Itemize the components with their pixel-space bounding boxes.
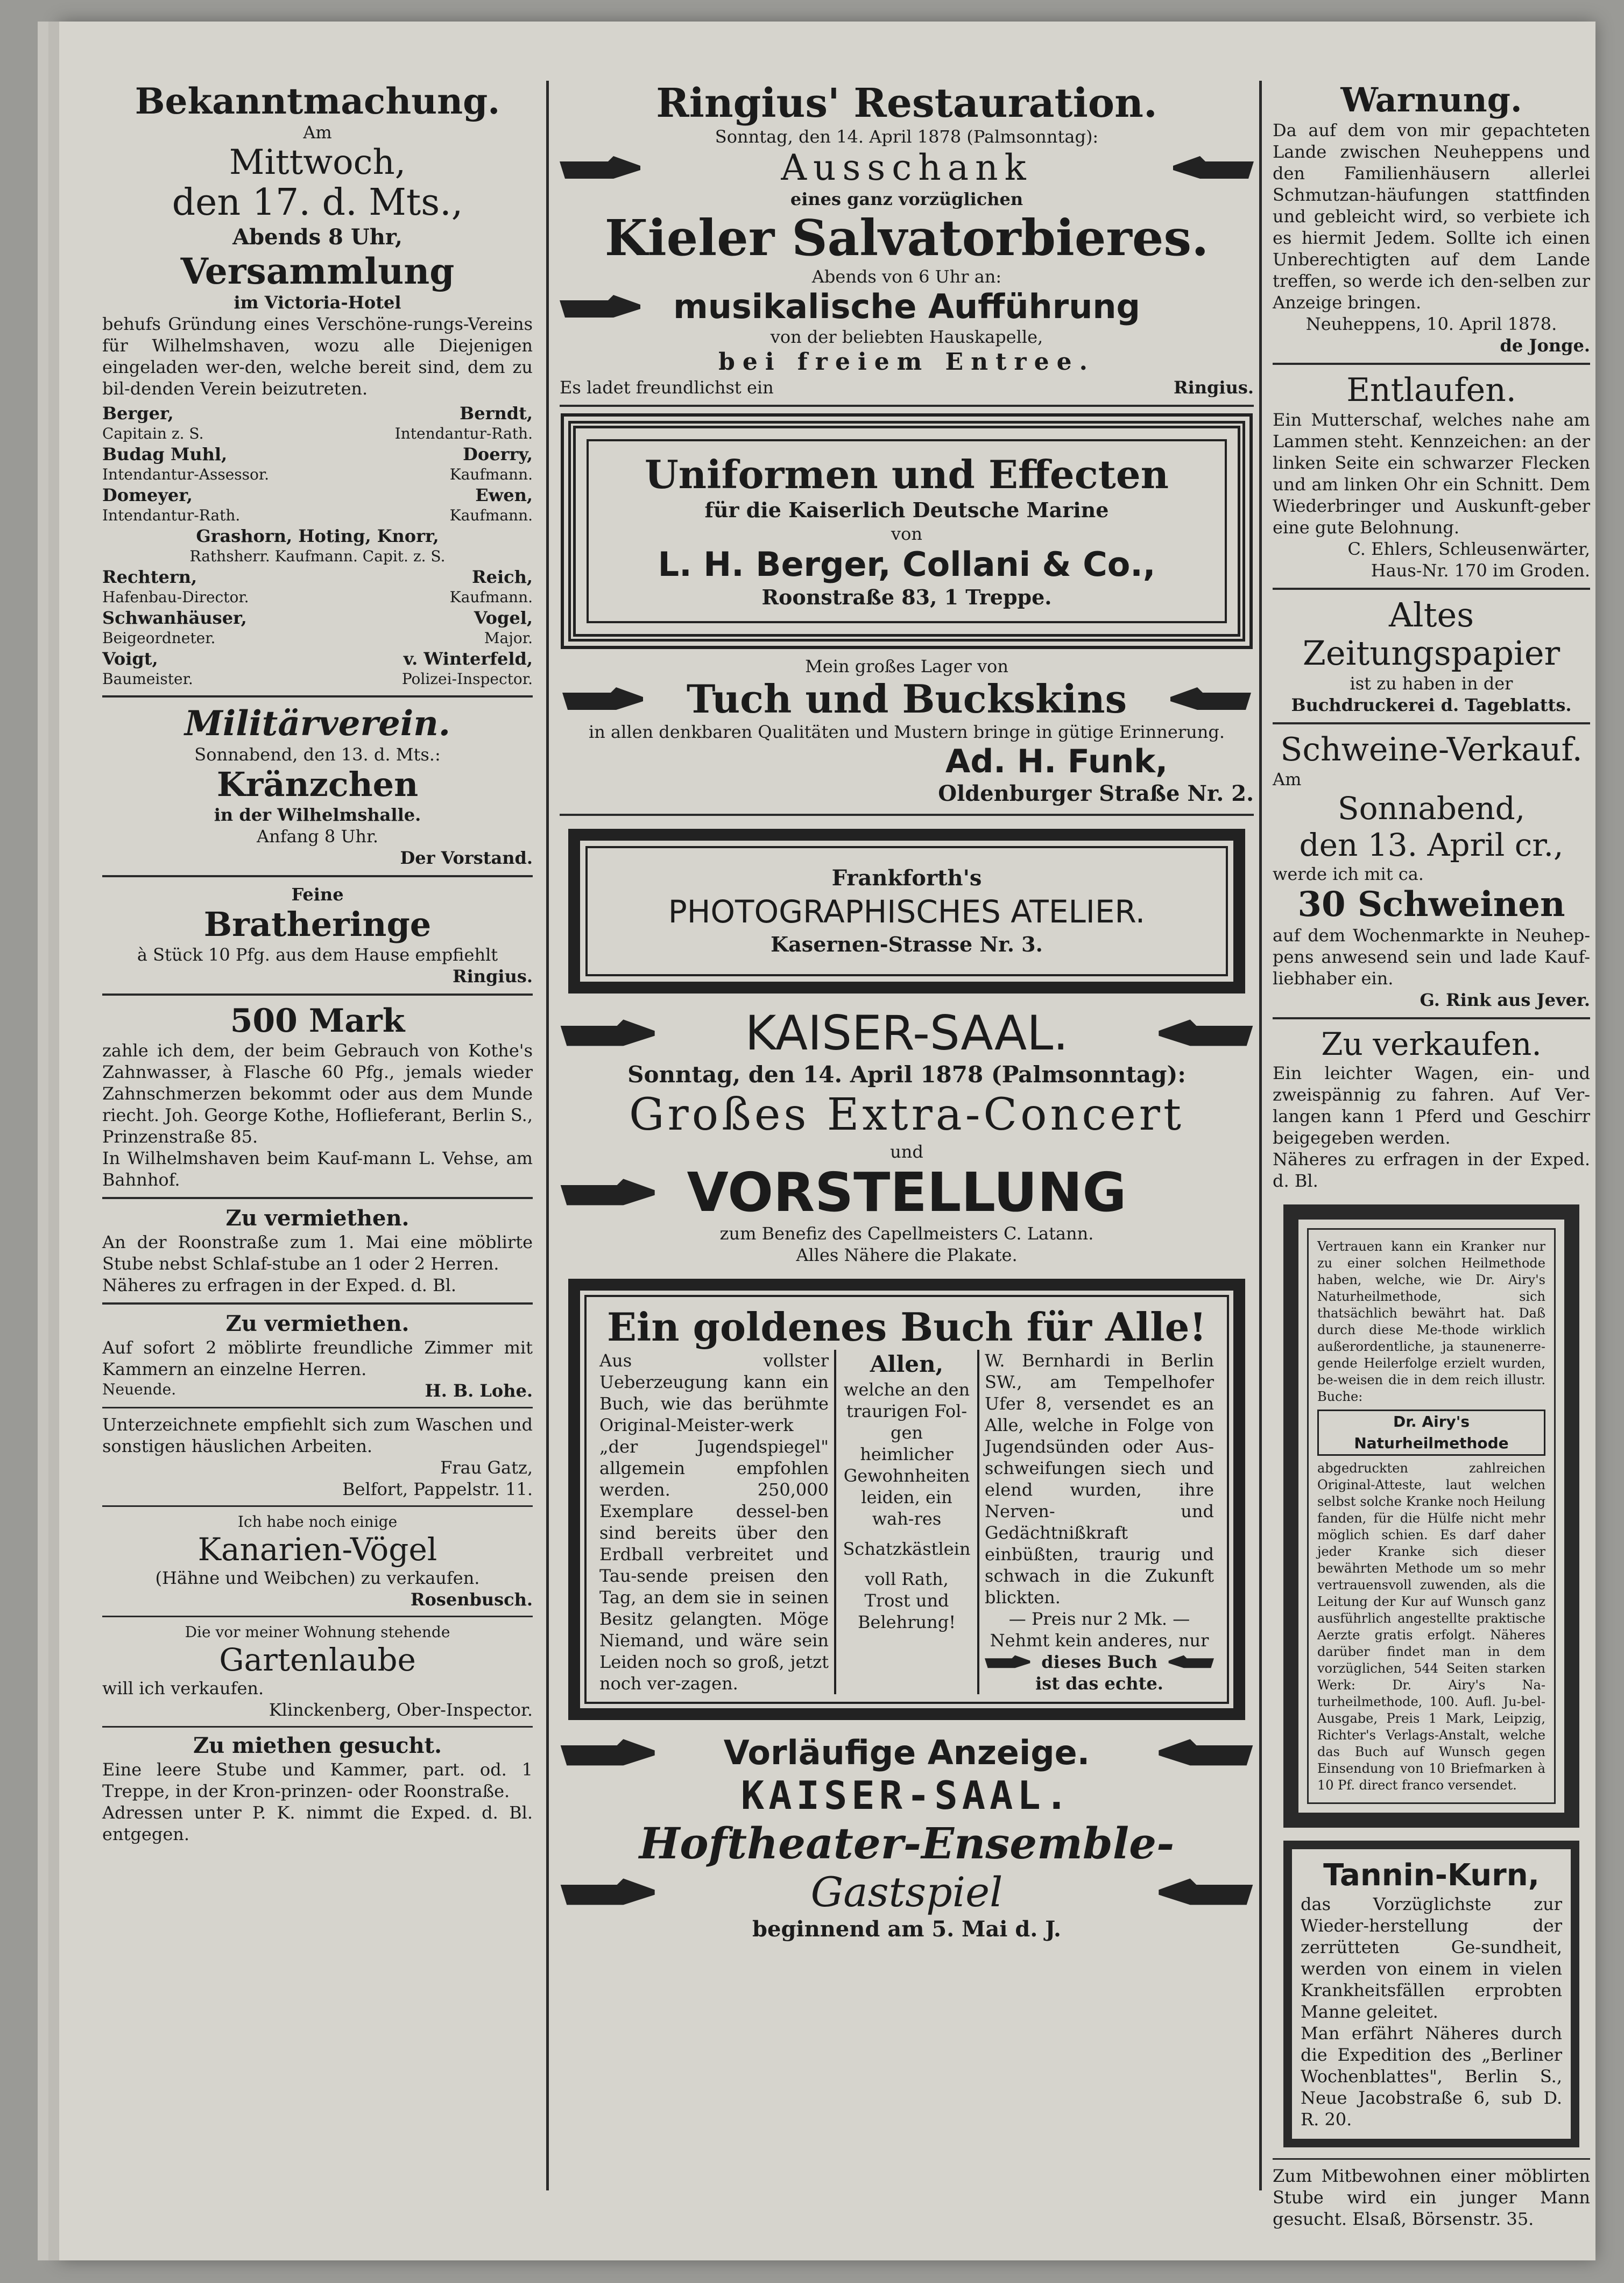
ad-body: Näheres zu erfragen in der Exped. d. Bl. xyxy=(1273,1149,1590,1191)
ad-bratheringe xyxy=(102,884,533,987)
divider xyxy=(102,1407,533,1408)
ad-zu-verkaufen xyxy=(1273,1026,1590,1192)
ad-title: Schweine-Verkauf. xyxy=(1280,731,1583,769)
ad-date: Sonntag, den 14. April 1878 (Palmsonntag): xyxy=(627,1061,1186,1088)
divider xyxy=(102,1616,533,1617)
ad-book-title: Dr. Airy's Naturheilmethode xyxy=(1317,1410,1545,1456)
pointing-hand-right-icon xyxy=(560,1873,662,1911)
ad-uniformen xyxy=(568,421,1245,642)
ad-body: Schatzkästlein xyxy=(843,1539,971,1559)
signer: Berndt, xyxy=(460,403,533,424)
ad-title: KAISER-SAAL. xyxy=(745,1005,1069,1061)
ad-text: Am xyxy=(1273,769,1302,790)
column-rule-right xyxy=(1259,81,1262,2190)
divider xyxy=(102,1726,533,1728)
ad-text: Am xyxy=(303,122,332,143)
ad-headline: Großes Extra-Concert xyxy=(629,1089,1184,1140)
divider xyxy=(102,993,533,996)
ad-time: Abends von 6 Uhr an: xyxy=(811,266,1002,287)
ad-waschen xyxy=(102,1414,533,1500)
ad-headline: Ausschank xyxy=(781,147,1033,188)
ad-photographisches-atelier xyxy=(568,829,1245,993)
ad-time: Abends 8 Uhr, xyxy=(232,224,403,250)
column-right xyxy=(1273,80,1590,2229)
ad-title: Warnung. xyxy=(1340,80,1522,119)
ad-signature: H. B. Lohe. xyxy=(425,1380,533,1401)
column-left xyxy=(102,81,533,2190)
signer: Voigt, xyxy=(102,649,158,669)
divider xyxy=(1273,2158,1590,2160)
pointing-hand-left-icon xyxy=(1168,152,1254,184)
ad-body: zahle ich dem, der beim Gebrauch von Kothe's Zahnwasser, à Flasche 60 Pfg., jemals wieder Zahnschmerzen bekommt oder aus dem Munde riecht. Joh. George Kothe, Hoflieferant, Berlin S., Prinzenstraße 85. xyxy=(102,1040,533,1147)
ad-text: und xyxy=(890,1142,923,1162)
ad-militaerverein xyxy=(102,704,533,869)
ad-place: im Victoria-Hotel xyxy=(234,292,401,313)
ad-text: von der beliebten Hauskapelle, xyxy=(770,327,1043,347)
ad-title: Ringius' Restauration. xyxy=(656,80,1157,126)
ad-body: das Vorzüglichste zur Wieder-herstellung der zerrütteten Ge-sundheit, werden von einem in vielen Krankheitsfällen erprobten Manne geleitet. xyxy=(1301,1894,1562,2022)
signer: Domeyer, xyxy=(102,485,193,505)
divider xyxy=(102,875,533,877)
ad-body: — Preis nur 2 Mk. — Nehmt kein anderes, nur xyxy=(990,1609,1209,1651)
ad-signature: Klinckenberg, Ober-Inspector. xyxy=(269,1700,533,1720)
ad-title: Ein goldenes Buch für Alle! xyxy=(606,1304,1207,1350)
ad-product: Kieler Salvatorbieres. xyxy=(604,209,1209,267)
divider xyxy=(560,405,1254,407)
ad-gartenlaube xyxy=(102,1623,533,1721)
ad-warnung xyxy=(1273,81,1590,356)
ad-place: in der Wilhelmshalle. xyxy=(214,805,421,825)
ad-day: Mittwoch, xyxy=(229,143,406,182)
ad-body: Zum Mitbewohnen einer möblirten Stube wird ein junger Mann gesucht. Elsaß, Börsenstr. 35. xyxy=(1273,2166,1590,2229)
ad-title: Tuch und Buckskins xyxy=(686,676,1127,722)
divider xyxy=(1273,363,1590,365)
pointing-hand-right-icon xyxy=(560,291,646,323)
ad-vorlaeufige-anzeige xyxy=(560,1733,1254,1943)
ad-body: In Wilhelmshaven beim Kauf-mann L. Vehse, am Bahnhof. xyxy=(102,1148,533,1190)
signer-role: Major. xyxy=(484,629,533,647)
ad-body: Adressen unter P. K. nimmt die Exped. d. Bl. entgegen. xyxy=(102,1802,533,1844)
ad-headline: KAISER-SAAL. xyxy=(740,1773,1073,1818)
pointing-hand-right-icon xyxy=(560,1734,662,1772)
ad-title: Gartenlaube xyxy=(219,1641,416,1678)
ad-body: Näheres zu erfragen in der Exped. d. Bl. xyxy=(102,1275,457,1295)
ad-firm: L. H. Berger, Collani & Co., xyxy=(658,545,1156,584)
ad-date: beginnend am 5. Mai d. J. xyxy=(752,1916,1061,1942)
ad-signature: Rosenbusch. xyxy=(410,1589,533,1610)
ad-text: Buchdruckerei d. Tageblatts. xyxy=(1291,695,1572,715)
ad-text: Feine xyxy=(291,884,344,905)
signer: Berger, xyxy=(102,403,174,424)
ad-address: Haus-Nr. 170 im Groden. xyxy=(1371,560,1590,581)
divider xyxy=(560,814,1254,816)
pointing-hand-right-icon xyxy=(560,1014,662,1052)
ad-title: Vorläufige Anzeige. xyxy=(723,1733,1090,1772)
ad-body: voll Rath, Trost und Belehrung! xyxy=(857,1569,956,1632)
ad-body: Da auf dem von mir gepachteten Lande zwischen Neuheppens und den Familienhäusern allerlei Schmutzan-häufungen stattfinden und gebleicht wird, so verbiete ich es hiermit Jedem. Sollte ich einen Unberechtigten auf dem Lande treffen, so werde ich den-selben zur Anzeige bringen. xyxy=(1273,120,1590,313)
ad-headline: 30 Schweinen xyxy=(1297,884,1565,925)
ad-bekanntmachung xyxy=(102,81,533,689)
divider xyxy=(1273,588,1590,590)
signer-role: Rathsherr. Kaufmann. Capit. z. S. xyxy=(189,547,446,565)
ad-text: Mein großes Lager von xyxy=(805,656,1008,677)
signer: v. Winterfeld, xyxy=(403,649,533,669)
ad-title: Bekanntmachung. xyxy=(135,80,500,122)
divider xyxy=(102,1302,533,1305)
ad-body: Aus vollster Ueberzeugung kann ein Buch, wie das berühmte Original-Meister-werk „der Jugendspiegel" allgemein empfohlen werden. 250,000 Exemplare dessel-ben sind bereits über den Erdball verbreitet und Tau-sende preisen den Tag, an dem sie in seinen Besitz gelangten. Möge Niemand, und wäre sein Leiden noch so groß, jetzt noch ver-zagen. xyxy=(599,1350,829,1694)
ad-title: Altes xyxy=(1388,595,1474,635)
divider xyxy=(1273,1017,1590,1019)
ad-zu-vermiethen-2 xyxy=(102,1311,533,1401)
signer-role: Intendantur-Rath. xyxy=(394,425,533,442)
column-rule-left xyxy=(546,81,549,2190)
ad-title: Zu vermiethen. xyxy=(225,1311,409,1336)
ad-zu-miethen-gesucht xyxy=(102,1733,533,1845)
ad-body: auf dem Wochenmarkte in Neuhep-pens anwesend sein und lade Kauf-liebhaber ein. xyxy=(1273,925,1590,989)
ad-event: Kränzchen xyxy=(216,765,419,804)
pointing-hand-right-icon xyxy=(560,683,651,715)
ad-signature: de Jonge. xyxy=(1500,335,1590,356)
ad-body: An der Roonstraße zum 1. Mai eine möblirte Stube nebst Schlaf-stube an 1 oder 2 Herren. xyxy=(102,1232,533,1274)
signer-role: Capitain z. S. xyxy=(102,425,204,442)
ad-address: Roonstraße 83, 1 Treppe. xyxy=(761,585,1052,609)
ad-text: Anfang 8 Uhr. xyxy=(257,826,378,847)
ad-headline: Hoftheater-Ensemble- xyxy=(639,1818,1175,1869)
ad-day: Sonnabend, xyxy=(1337,790,1526,827)
ad-title: Uniformen und Effecten xyxy=(645,452,1169,497)
ad-text: dieses Buch xyxy=(1041,1652,1157,1672)
ad-text: Alles Nähere die Plakate. xyxy=(796,1245,1018,1265)
ad-schweine-verkauf xyxy=(1273,731,1590,1011)
signer-role: Polizei-Inspector. xyxy=(401,670,533,688)
ad-title: Tannin-Kurn, xyxy=(1323,1858,1540,1893)
ad-ringius-restauration xyxy=(560,81,1254,398)
ad-title: Entlaufen. xyxy=(1346,371,1516,409)
ad-signature: C. Ehlers, Schleusenwärter, xyxy=(1347,539,1590,559)
ad-body: abgedruckten zahlreichen Original-Atteste, laut welchen selbst solche Kranke noch Heilung fanden, für die Hülfe nicht mehr möglich schien. Es darf daher jeder Kranke sich dieser bewährten Methode um so mehr vertrauensvoll zuwenden, als die Leitung der Kur auf Wunsch ganz ausführlich angestellte praktische Aerzte gratis erfolgt. Näheres darüber findet man in dem vorzüglichen, 544 Seiten starken Werk: Dr. Airy's Na-turheilmethode, 100. Aufl. Ju-bel-Ausgabe, Preis 1 Mark, Leipzig, Richter's Verlags-Anstalt, welche das Buch auf Wunsch gegen Einsendung von 10 Briefmarken à 10 Pf. direct franco versendet. xyxy=(1317,1461,1545,1793)
pointing-hand-left-icon xyxy=(1152,1734,1254,1772)
ad-body: Unterzeichnete empfiehlt sich zum Waschen und sonstigen häuslichen Arbeiten. xyxy=(102,1414,533,1456)
signer: Schwanhäuser, xyxy=(102,608,247,628)
signer: Grashorn, Hoting, Knorr, xyxy=(196,526,439,546)
ad-body: (Hähne und Weibchen) zu verkaufen. xyxy=(155,1568,480,1588)
ad-dr-airy xyxy=(1283,1204,1579,1828)
ad-text: eines ganz vorzüglichen xyxy=(790,189,1023,209)
pointing-hand-right-icon xyxy=(560,1174,662,1211)
ad-text: ist zu haben in der xyxy=(1350,673,1513,694)
divider xyxy=(1273,722,1590,724)
ad-title: Zu verkaufen. xyxy=(1321,1026,1542,1062)
ad-body: will ich verkaufen. xyxy=(102,1678,264,1699)
ad-text: Die vor meiner Wohnung stehende xyxy=(185,1623,450,1641)
ad-title: Zeitungspapier xyxy=(1302,633,1561,673)
ad-text: werde ich mit ca. xyxy=(1273,864,1424,884)
ad-title: Militärverein. xyxy=(185,703,450,744)
ad-body: Ein leichter Wagen, ein- und zweispännig zu fahren. Auf Ver-langen kann 1 Pferd und Geschirr beigegeben werden. xyxy=(1273,1063,1590,1148)
pointing-hand-left-icon xyxy=(1152,1873,1254,1911)
ad-title: Zu vermiethen. xyxy=(225,1206,409,1231)
pointing-hand-left-icon xyxy=(1162,683,1254,715)
ad-signature: Ringius. xyxy=(453,966,533,987)
ad-title: Kanarien-Vögel xyxy=(197,1531,437,1568)
ad-body: Vertrauen kann ein Kranker nur zu einer solchen Heilmethode haben, welche, wie Dr. Airy's Naturheilmethode, sich thatsächlich bewährt hat. Daß durch diese Me-thode wirklich außerordentliche, ja staunenerre-gende Heilerfolge erzielt wurden, be-weisen die in dem reich illustr. Buche: xyxy=(1317,1239,1545,1404)
signer-role: Hafenbau-Director. xyxy=(102,588,249,606)
ad-headline: Gastspiel xyxy=(810,1868,1003,1916)
pointing-hand-right-icon xyxy=(560,152,646,184)
ad-text: Ich habe noch einige xyxy=(237,1513,398,1531)
ad-body: in allen denkbaren Qualitäten und Mustern bringe in gütige Erinnerung. xyxy=(589,722,1225,742)
signer: Vogel, xyxy=(474,608,533,628)
ad-text: für die Kaiserlich Deutsche Marine xyxy=(704,498,1109,522)
signer: Ewen, xyxy=(475,485,533,505)
signer-role: Intendantur-Rath. xyxy=(102,506,241,524)
ad-body: Ein Mutterschaf, welches nahe am Lammen steht. Kennzeichen: an der linken Seite ein schwarzer Flecken und am linken Ohr ein Schnitt. Dem Wiederbringer und Auskunft-geber eine gute Belohnung. xyxy=(1273,410,1590,538)
ad-body: behufs Gründung eines Verschöne-rungs-Vereins für Wilhelmshaven, wozu alle Diejenigen eingeladen wer-den, welche bereit sind, dem zu bil-denden Verein beizutreten. xyxy=(102,314,533,399)
ad-body: welche an den traurigen Fol-gen heimlicher Gewohnheiten leiden, ein wah-res xyxy=(843,1379,970,1529)
signature-list xyxy=(102,403,533,689)
signer: Rechtern, xyxy=(102,567,197,587)
ad-title: Zu miethen gesucht. xyxy=(193,1733,442,1758)
signer-role: Kaufmann. xyxy=(449,466,533,483)
ad-500-mark xyxy=(102,1002,533,1190)
ad-body: W. Bernhardi in Berlin SW., am Tempelhofer Ufer 8, versendet es an Alle, welche in Folge von Jugendsünden oder Aus-schweifungen siech und elend wurden, ihre Nerven- und Gedächtnißkraft einbüßten, traurig und schwach in die Zukunft blickten. xyxy=(985,1350,1214,1608)
ad-signature: G. Rink aus Jever. xyxy=(1420,990,1590,1010)
ad-tannin-kurn xyxy=(1283,1841,1579,2147)
column-middle xyxy=(560,81,1254,2190)
ad-title: 500 Mark xyxy=(230,1002,405,1040)
ad-tuch-buckskins xyxy=(560,656,1254,807)
ad-zeitungspapier xyxy=(1273,596,1590,716)
ad-mitbewohnen xyxy=(1273,2165,1590,2230)
signer-role: Intendantur-Assessor. xyxy=(102,466,270,483)
ad-date: den 13. April cr., xyxy=(1299,827,1564,863)
pointing-hand-right-icon xyxy=(985,1652,1033,1672)
ad-goldenes-buch xyxy=(568,1279,1245,1720)
ad-title: PHOTOGRAPHISCHES ATELIER. xyxy=(668,893,1146,930)
ad-zu-vermiethen-1 xyxy=(102,1206,533,1296)
ad-title: Bratheringe xyxy=(203,905,432,944)
divider xyxy=(102,695,533,697)
ad-name: Ad. H. Funk, xyxy=(945,743,1168,780)
signer-role: Kaufmann. xyxy=(449,506,533,524)
ad-body: Eine leere Stube und Kammer, part. od. 1 Treppe, in der Kron-prinzen- oder Roonstraße. xyxy=(102,1759,533,1801)
ad-name: Frankforth's xyxy=(831,865,982,891)
signer-role: Baumeister. xyxy=(102,670,193,688)
pointing-hand-left-icon xyxy=(1166,1652,1214,1672)
signer-role: Kaufmann. xyxy=(449,588,533,606)
ad-kaiser-saal xyxy=(560,1006,1254,1266)
ad-text: Es ladet freundlichst ein xyxy=(560,377,774,398)
ad-entlaufen xyxy=(1273,371,1590,581)
signer: Reich, xyxy=(472,567,533,587)
ad-text: zum Benefiz des Capellmeisters C. Latann. xyxy=(719,1223,1094,1244)
ad-headline: VORSTELLUNG xyxy=(687,1161,1127,1224)
ad-body: à Stück 10 Pfg. aus dem Hause empfiehlt xyxy=(137,945,498,965)
ad-signature: Frau Gatz, xyxy=(440,1457,533,1478)
divider xyxy=(102,1197,533,1199)
ad-address: Kasernen-Strasse Nr. 3. xyxy=(771,932,1043,956)
ad-address: Belfort, Pappelstr. 11. xyxy=(342,1479,533,1499)
signer: Budag Muhl, xyxy=(102,444,228,464)
ad-place: Neuende. xyxy=(102,1380,176,1398)
ad-address: Oldenburger Straße Nr. 2. xyxy=(938,781,1254,806)
ad-signature: Der Vorstand. xyxy=(400,848,533,868)
newspaper-page xyxy=(59,22,1595,2260)
ad-headline: Versammlung xyxy=(180,250,455,292)
ad-date: den 17. d. Mts., xyxy=(172,181,463,224)
ad-text: bei freiem Entree. xyxy=(718,348,1095,376)
signer: Doerry, xyxy=(463,444,533,464)
ad-kanarienvoegel xyxy=(102,1512,533,1610)
divider xyxy=(102,1505,533,1507)
ad-body: Auf sofort 2 möblirte freundliche Zimmer mit Kammern an einzelne Herren. xyxy=(102,1337,533,1379)
ad-date: Sonntag, den 14. April 1878 (Palmsonntag): xyxy=(715,126,1099,147)
ad-signature: Ringius. xyxy=(1174,377,1254,398)
ad-subtitle: Allen, xyxy=(870,1351,944,1377)
ad-date: Sonnabend, den 13. d. Mts.: xyxy=(194,744,441,765)
ad-body: Man erfährt Näheres durch die Expedition des „Berliner Wochenblattes", Berlin S., Neue Jacobstraße 6, sub D. R. 20. xyxy=(1301,2023,1562,2130)
ad-text: ist das echte. xyxy=(1035,1673,1163,1694)
ad-place: Neuheppens, 10. April 1878. xyxy=(1305,314,1557,334)
ad-headline: musikalische Aufführung xyxy=(673,287,1140,326)
ad-text: von xyxy=(891,524,922,544)
pointing-hand-left-icon xyxy=(1152,1014,1254,1052)
signer-role: Beigeordneter. xyxy=(102,629,216,647)
